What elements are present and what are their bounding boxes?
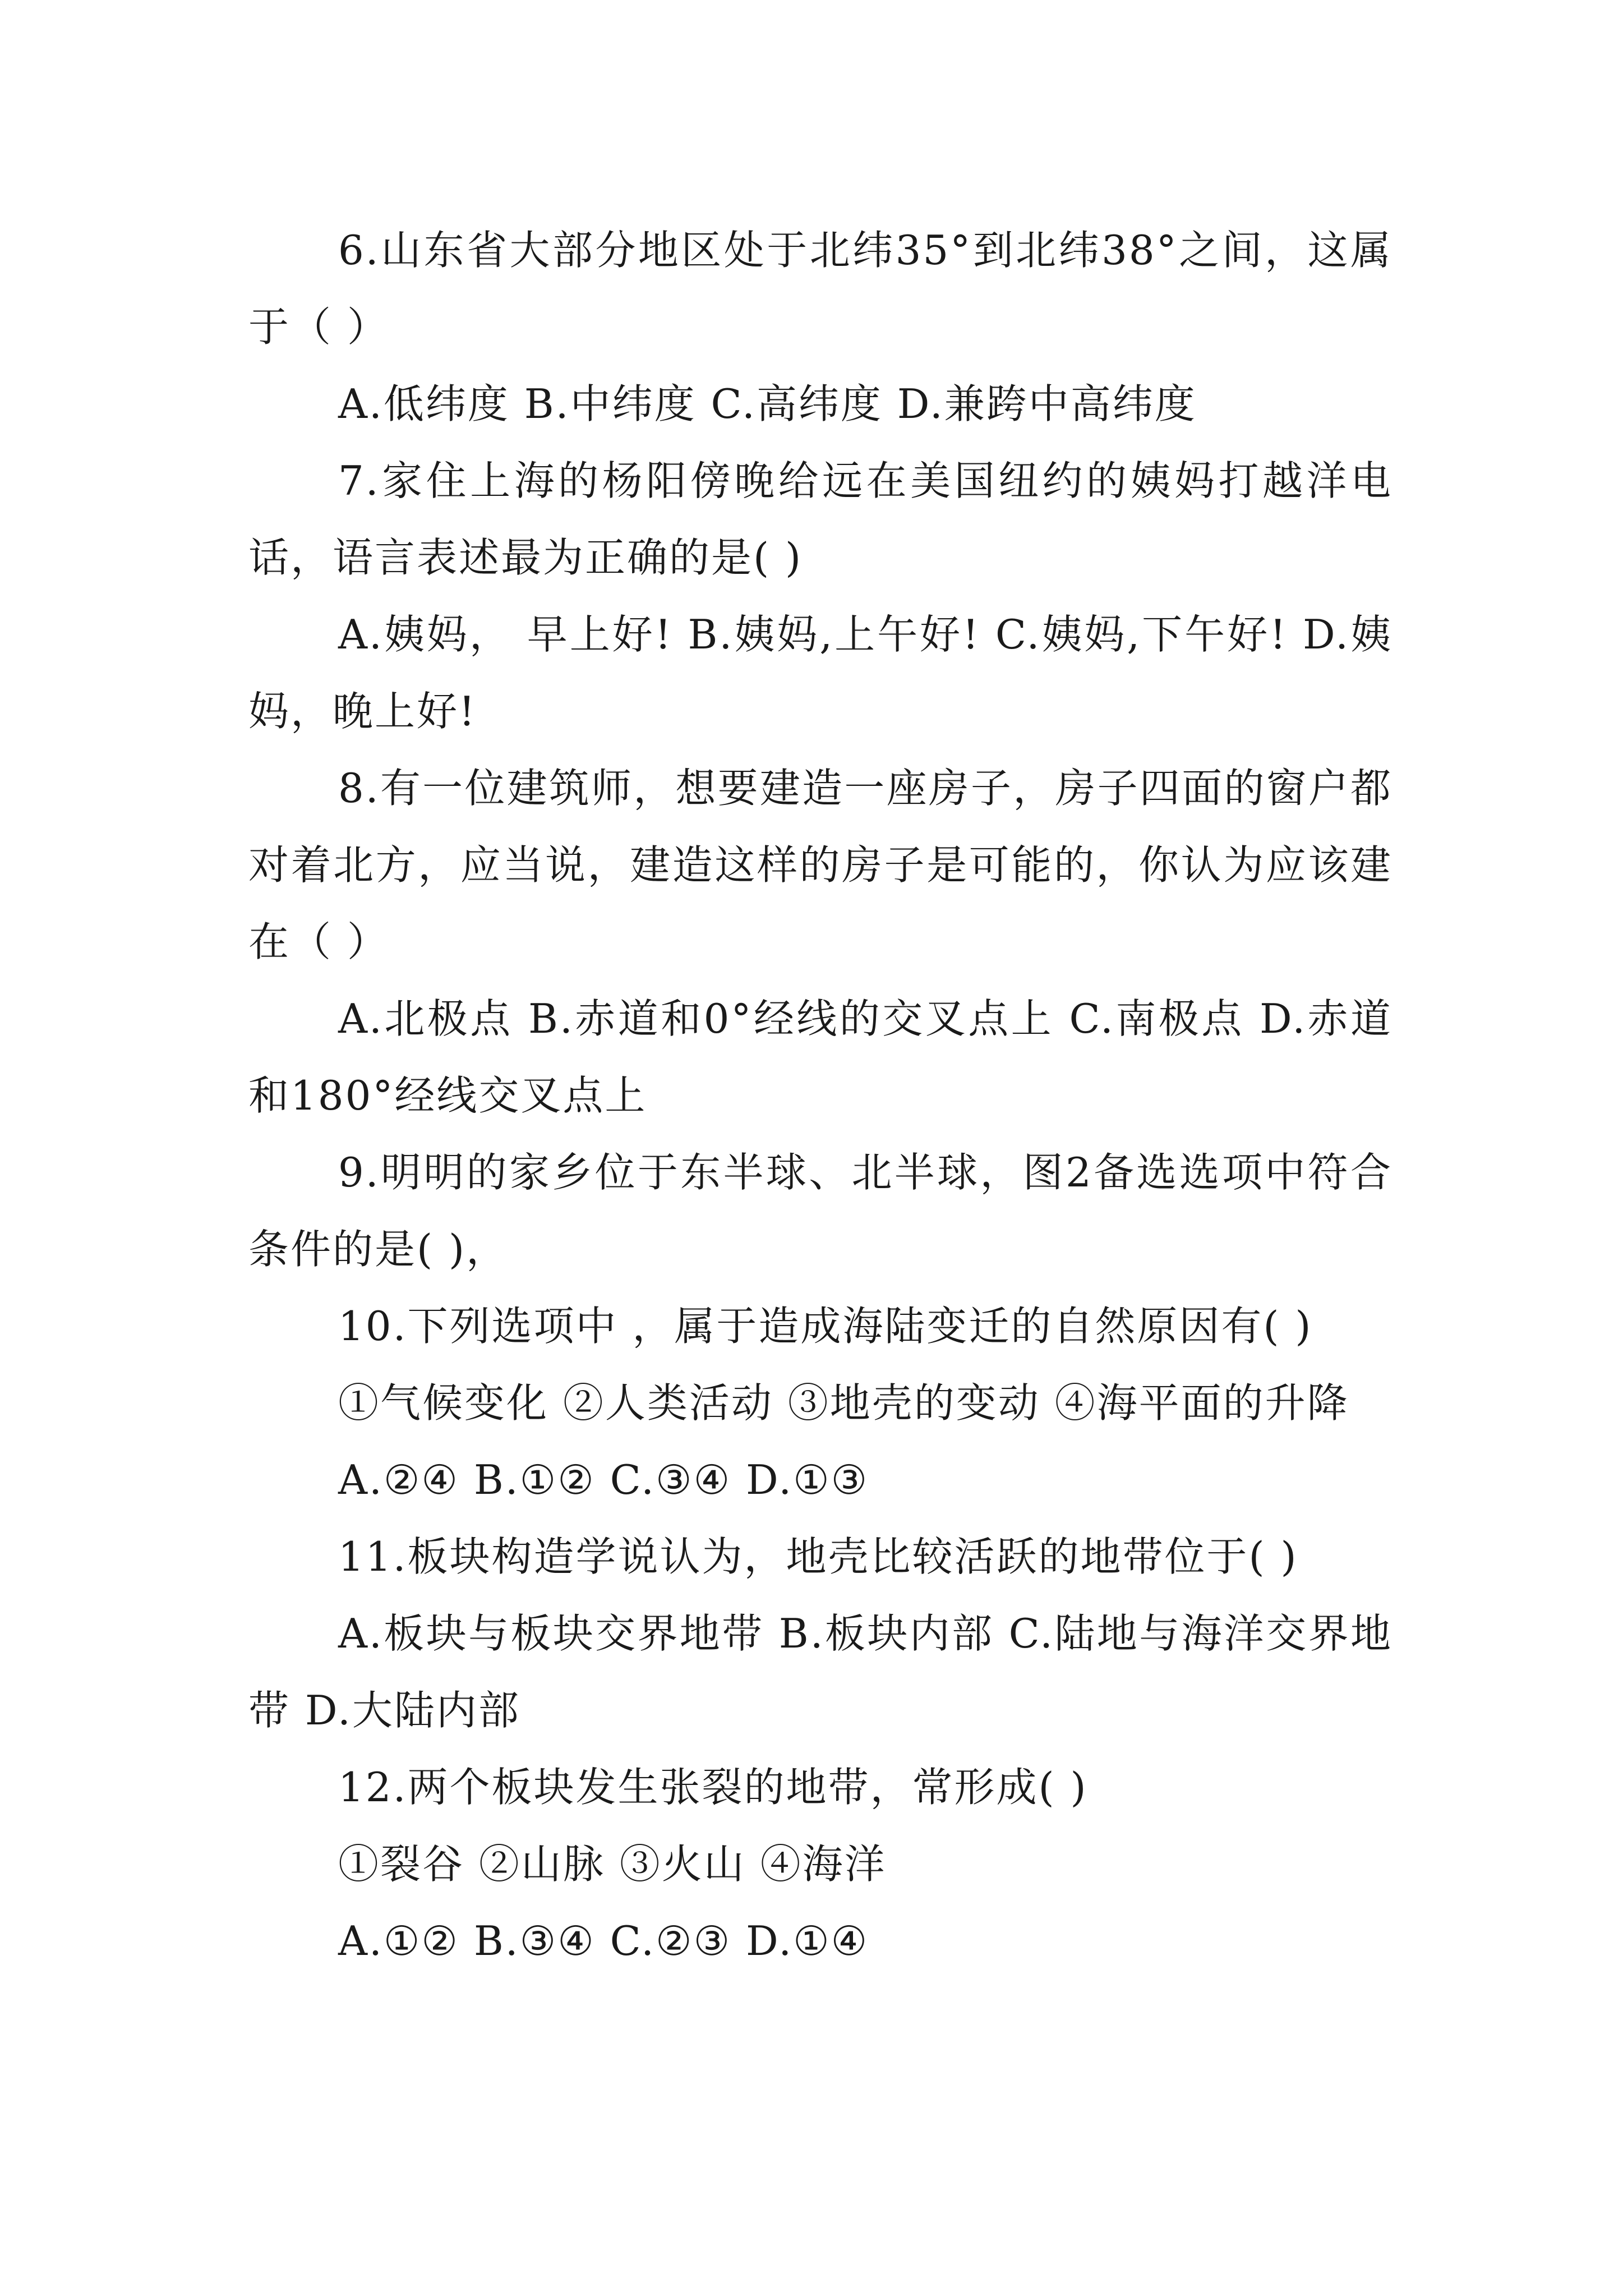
question-8-options: A.北极点 B.赤道和0°经线的交叉点上 C.南极点 D.赤道和180°经线交叉点上 [248,995,1393,1119]
question-12-options: A.①② B.③④ C.②③ D.①④ [338,1917,869,1964]
question-11: 11.板块构造学说认为，地壳比较活跃的地带位于( ) [338,1533,1298,1580]
question-12: 12.两个板块发生张裂的地带，常形成( ) [338,1764,1088,1811]
document-page [248,212,1393,1980]
question-6-options: A.低纬度 B.中纬度 C.高纬度 D.兼跨中高纬度 [338,380,1197,427]
question-10: 10.下列选项中 ，属于造成海陆变迁的自然原因有( ) [338,1303,1313,1350]
question-9: 9.明明的家乡位于东半球、北半球，图2备选选项中符合条件的是( )， [248,1149,1393,1273]
question-7-options: A.姨妈， 早上好! B.姨妈,上午好! C.姨妈,下午好! D.姨妈，晚上好! [248,611,1393,735]
question-10-options: A.②④ B.①② C.③④ D.①③ [338,1456,869,1503]
question-8: 8.有一位建筑师，想要建造一座房子，房子四面的窗户都对着北方，应当说，建造这样的房子是可能的，你认为应该建在（ ） [248,765,1393,965]
question-10-statements: ①气候变化 ②人类活动 ③地壳的变动 ④海平面的升降 [338,1379,1349,1427]
question-12-statements: ①裂谷 ②山脉 ③火山 ④海洋 [338,1841,887,1888]
question-6: 6.山东省大部分地区处于北纬35°到北纬38°之间，这属于（ ） [248,227,1393,351]
question-11-options: A.板块与板块交界地带 B.板块内部 C.陆地与海洋交界地带 D.大陆内部 [248,1610,1393,1734]
question-7: 7.家住上海的杨阳傍晚给远在美国纽约的姨妈打越洋电话，语言表述最为正确的是( ) [248,457,1393,581]
